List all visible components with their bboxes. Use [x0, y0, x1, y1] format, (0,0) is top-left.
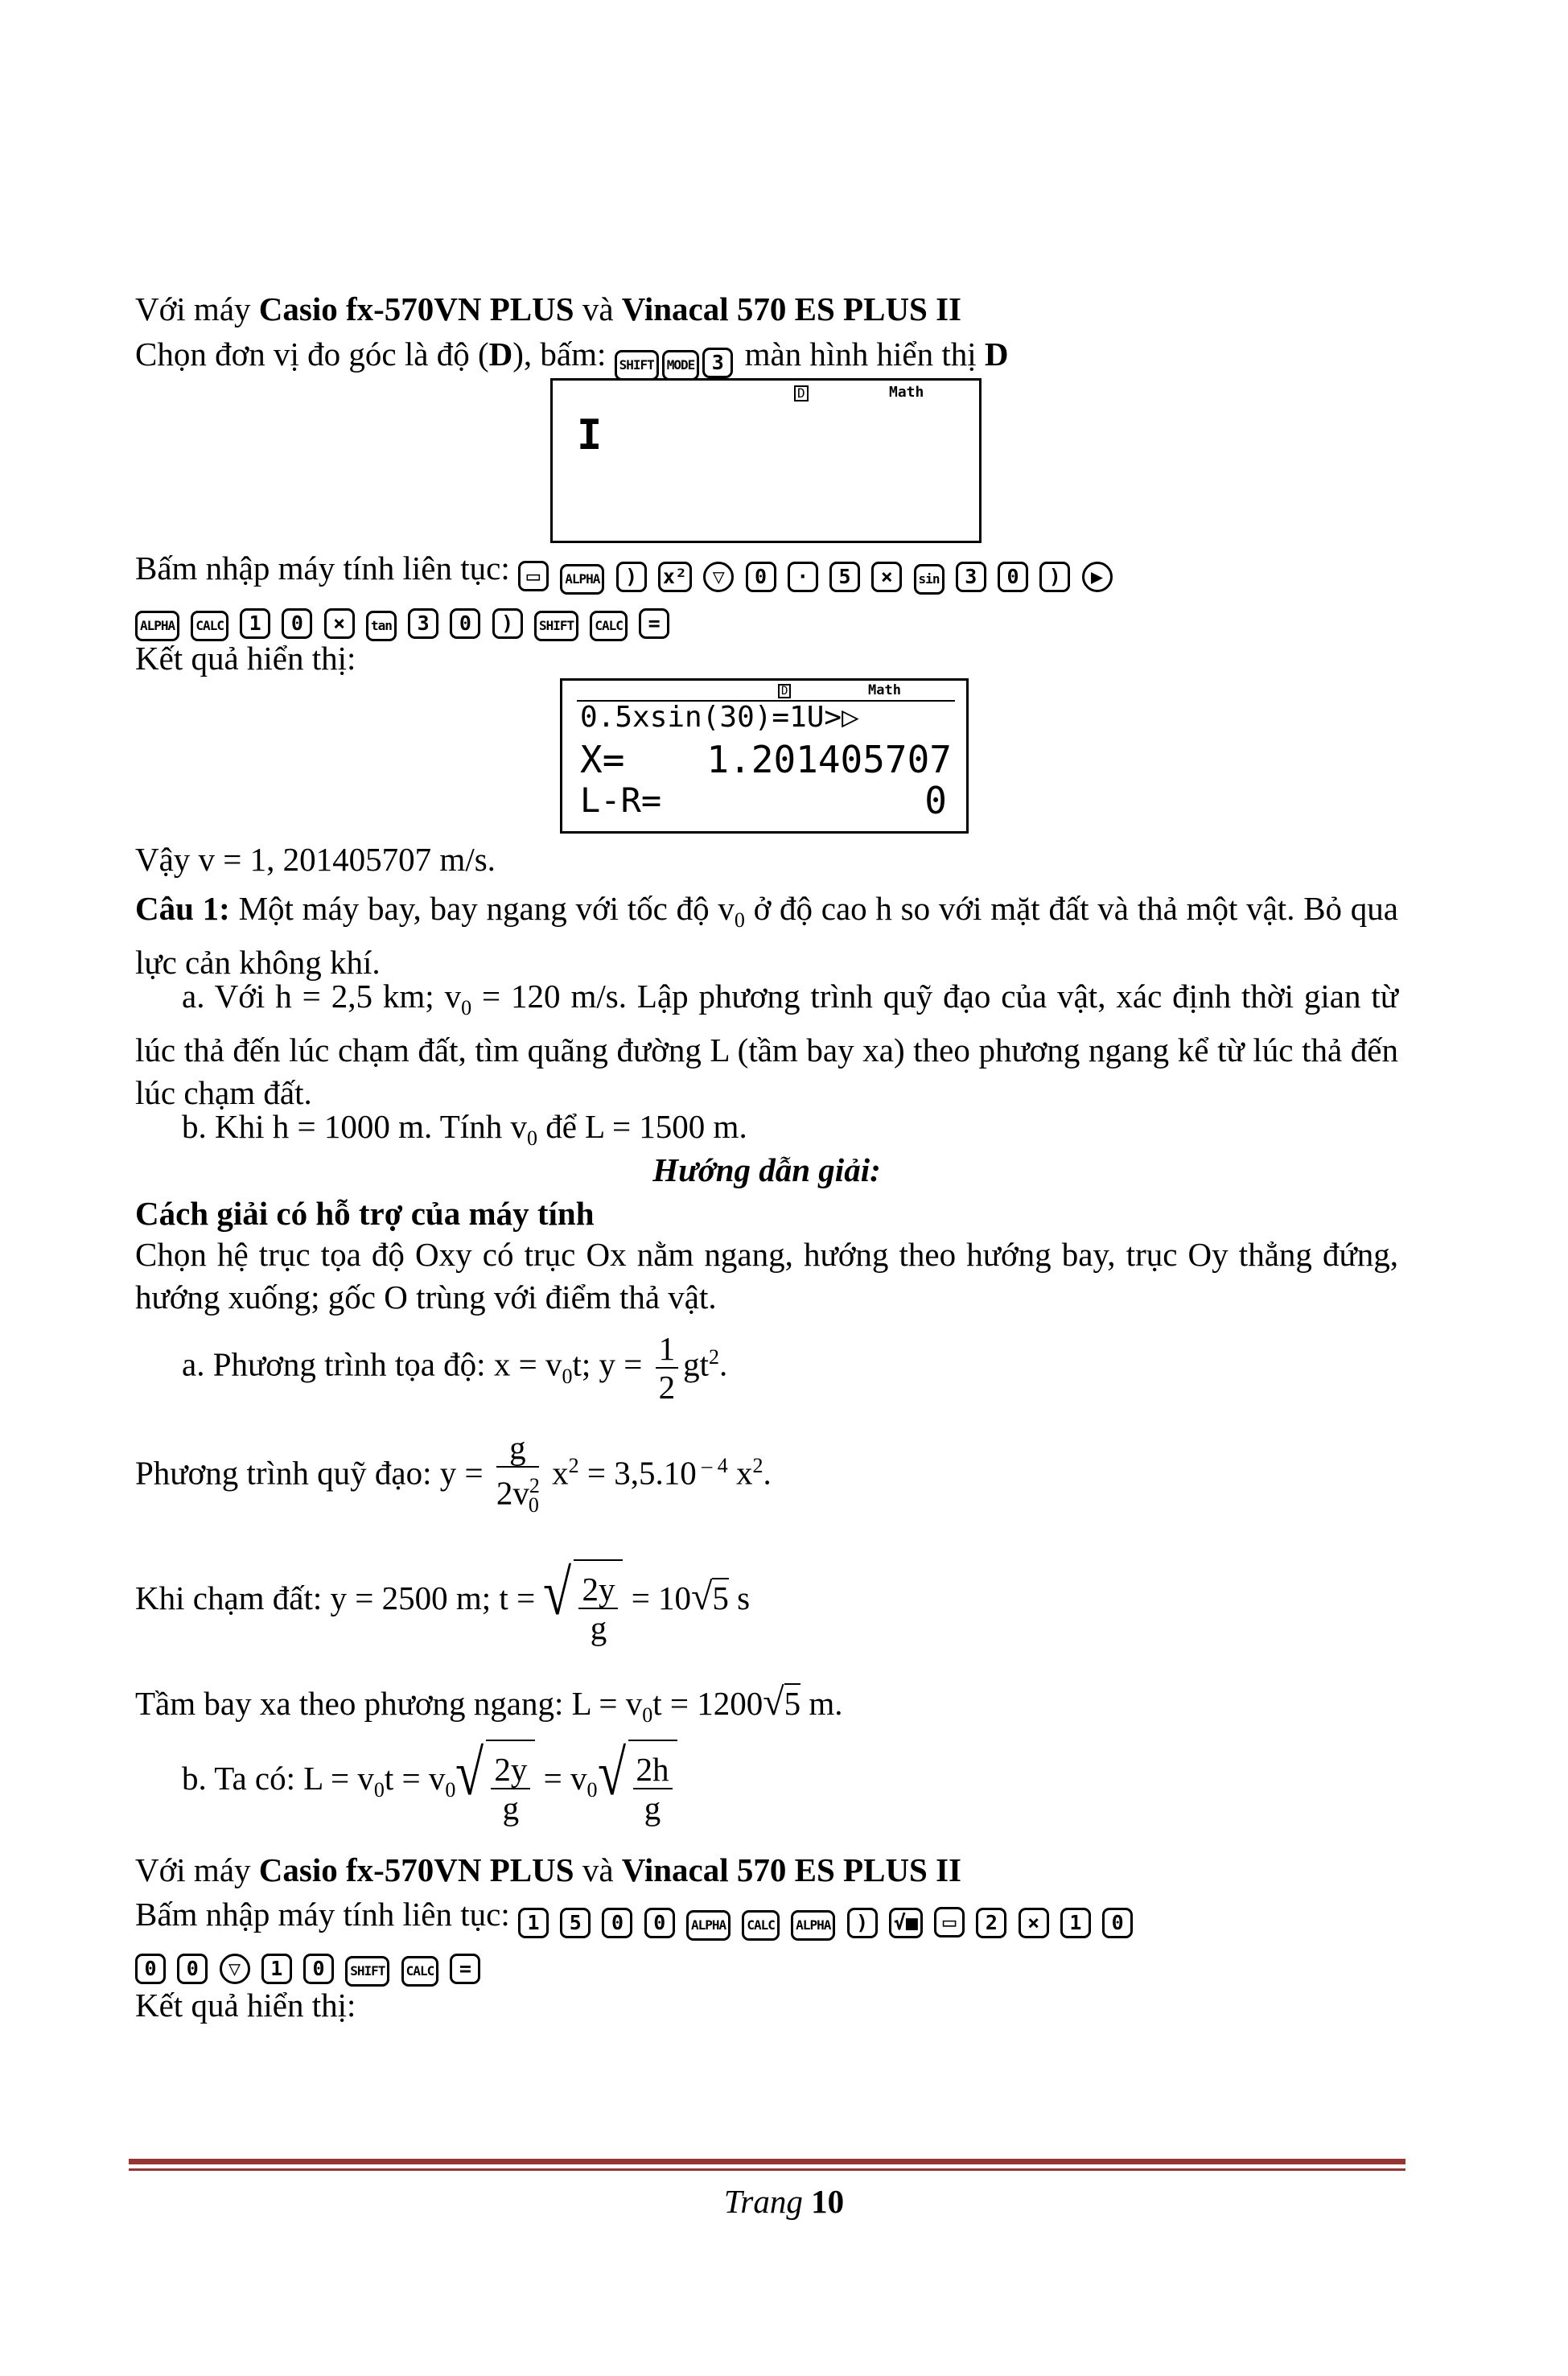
- key-close-paren: ): [847, 1908, 878, 1938]
- key-1: 1: [240, 608, 270, 639]
- lr-value: 0: [924, 779, 947, 822]
- calculator-screen-degree: [550, 378, 982, 543]
- key-close-paren: ): [492, 608, 523, 639]
- key-alpha: ALPHA: [791, 1910, 835, 1941]
- key-multiply: ×: [324, 608, 355, 639]
- key-multiply: ×: [871, 562, 902, 592]
- key-multiply: ×: [1019, 1908, 1049, 1938]
- key-0: 0: [602, 1908, 632, 1938]
- key-1: 1: [518, 1908, 549, 1938]
- key-alpha: ALPHA: [686, 1910, 730, 1941]
- key-1: 1: [1060, 1908, 1091, 1938]
- footer-rule-thick: [129, 2159, 1405, 2164]
- fraction-half: $\frac{1}{2}$: [656, 1330, 679, 1406]
- key-close-paren: ): [1039, 562, 1070, 592]
- key-0: 0: [1102, 1908, 1133, 1938]
- key-alpha: ALPHA: [560, 564, 604, 595]
- key-0: 0: [135, 1954, 166, 1984]
- key-0: 0: [282, 608, 312, 639]
- key-equals: =: [639, 608, 669, 639]
- x-value: 1.201405707: [706, 738, 952, 781]
- key-fraction: ▭: [518, 561, 549, 591]
- key-3: 3: [408, 608, 438, 639]
- key-sequence-1-row2: [135, 594, 673, 641]
- result-label-2: Kết quả hiển thị:: [135, 1987, 356, 2024]
- key-calc: CALC: [590, 611, 628, 641]
- page-footer: Trang 10: [723, 2183, 845, 2220]
- key-3: 3: [702, 348, 733, 378]
- lr-label: L-R=: [580, 780, 662, 820]
- key-calc: CALC: [191, 611, 228, 641]
- sqrt-2y-over-g: √ $\frac{2y}{g}$: [543, 1554, 623, 1649]
- key-shift: SHIFT: [345, 1956, 389, 1987]
- key-alpha: ALPHA: [135, 611, 179, 641]
- degree-indicator: D: [778, 684, 791, 698]
- key-shift: SHIFT: [534, 611, 578, 641]
- key-mode: MODE: [662, 350, 700, 381]
- key-sqrt: √■: [889, 1908, 923, 1938]
- calculator-model-line: Với máy Casio fx-570VN PLUS và Vinacal 570 ES PLUS II: [135, 290, 962, 327]
- sqrt-2h-over-g: √ $\frac{2h}{g}$: [598, 1735, 677, 1830]
- key-0: 0: [177, 1954, 208, 1984]
- question-1-part-a: a. Với h = 2,5 km; $v_0 = 120$ m/s. Lập phương trình quỹ đạo của vật, xác định thời gian từ lúc thả đến lúc chạm đất, tìm quãng đường L (tầm bay xa) theo phương ngang kể từ lúc thả đến lúc chạm đất.: [135, 978, 1399, 1112]
- guide-heading: Hướng dẫn giải:: [652, 1151, 881, 1188]
- key-calc: CALC: [401, 1956, 439, 1987]
- key-down-arrow: ▽: [703, 562, 734, 592]
- expression-line: 0.5xsin(30)=1U>▷: [580, 701, 859, 734]
- calculator-model-line-2: Với máy Casio fx-570VN PLUS và Vinacal 570 ES PLUS II: [135, 1851, 962, 1888]
- time-to-ground-equation: Khi chạm đất: y = 2500 m; t = √ $\frac{2y}{g}$ = 10√5 s: [135, 1553, 750, 1649]
- key-5: 5: [560, 1908, 591, 1938]
- key-0: 0: [303, 1954, 334, 1984]
- key-0: 0: [998, 562, 1028, 592]
- part-b-equation: b. Ta có: $L = v_0t = v_0$ √ $\frac{2y}{g}$ = $v_0$ √ $\frac{2h}{g}$: [182, 1734, 677, 1835]
- key-equals: =: [450, 1954, 480, 1984]
- method-heading: Cách giải có hỗ trợ của máy tính: [135, 1195, 595, 1232]
- coordinate-system-text: Chọn hệ trục tọa độ Oxy có trục Ox nằm ngang, hướng theo hướng bay, trục Oy thẳng đứng, hướng xuống; gốc O trùng với điểm thả vật.: [135, 1236, 1398, 1316]
- key-fraction: ▭: [934, 1907, 965, 1937]
- question-1: Câu 1: Một máy bay, bay ngang với tốc độ $v_0$ ở độ cao h so với mặt đất và thả một vật. Bỏ qua lực cản không khí.: [135, 890, 1398, 982]
- math-indicator: Math: [889, 384, 924, 401]
- key-tan: tan: [366, 611, 397, 641]
- key-1: 1: [261, 1954, 292, 1984]
- key-0: 0: [746, 562, 776, 592]
- key-shift: SHIFT: [615, 350, 659, 381]
- coordinate-equations: a. Phương trình tọa độ: $x = v_0t$; y = $\frac{1}{2}$ $gt^2$.: [182, 1330, 728, 1406]
- key-0: 0: [450, 608, 480, 639]
- math-indicator: Math: [868, 682, 901, 698]
- cursor: I: [577, 411, 603, 459]
- key-sequence-2-row2: [135, 1939, 484, 1987]
- result-velocity: Vậy v = 1, 201405707 m/s.: [135, 841, 496, 878]
- x-label: X=: [580, 738, 625, 781]
- question-1-part-b: b. Khi h = 1000 m. Tính $v_0$ để L = 1500 m.: [182, 1108, 747, 1151]
- degree-indicator: D: [794, 385, 809, 401]
- key-x-squared: x²: [658, 562, 692, 592]
- result-label: Kết quả hiển thị:: [135, 640, 356, 677]
- key-0: 0: [644, 1908, 675, 1938]
- key-right-arrow: ▶: [1082, 562, 1113, 592]
- key-sin: sin: [914, 564, 945, 595]
- key-dot: ·: [788, 562, 818, 592]
- calculator-screen-result: [560, 678, 969, 834]
- page-number: 10: [811, 2183, 845, 2220]
- key-down-arrow: ▽: [220, 1954, 250, 1984]
- key-sequence-2: Bấm nhập máy tính liên tục: 1 5 0 0 ALPHA CALC ALPHA ) √■ ▭ 2 × 1 0: [135, 1893, 1136, 1941]
- range-equation: Tầm bay xa theo phương ngang: $L = v_0t = 1200√5$ m.: [135, 1681, 843, 1727]
- fraction-g-over-2v0sq: $\frac{g}{2v^2_0}$: [496, 1429, 540, 1517]
- key-5: 5: [829, 562, 860, 592]
- key-calc: CALC: [742, 1910, 780, 1941]
- sqrt-2y-over-g: √ $\frac{2y}{g}$: [455, 1735, 535, 1830]
- trajectory-equation: Phương trình quỹ đạo: y = $\frac{g}{2v^2_0}$ $x^2 = 3,5.10$ $^{- 4}$ $x^2$.: [135, 1428, 772, 1524]
- key-sequence-1: Bấm nhập máy tính liên tục: ▭ ALPHA ) x² ▽ 0 · 5 × sin 3 0 ) ▶: [135, 547, 1116, 595]
- key-close-paren: ): [616, 562, 647, 592]
- key-3: 3: [956, 562, 986, 592]
- angle-unit-line: Chọn đơn vị đo góc là độ (D), bấm: SHIFT MODE 3 màn hình hiển thị D: [135, 333, 1009, 381]
- footer-rule-thin: [129, 2168, 1405, 2171]
- page-content: [135, 0, 1398, 2376]
- key-2: 2: [976, 1908, 1006, 1938]
